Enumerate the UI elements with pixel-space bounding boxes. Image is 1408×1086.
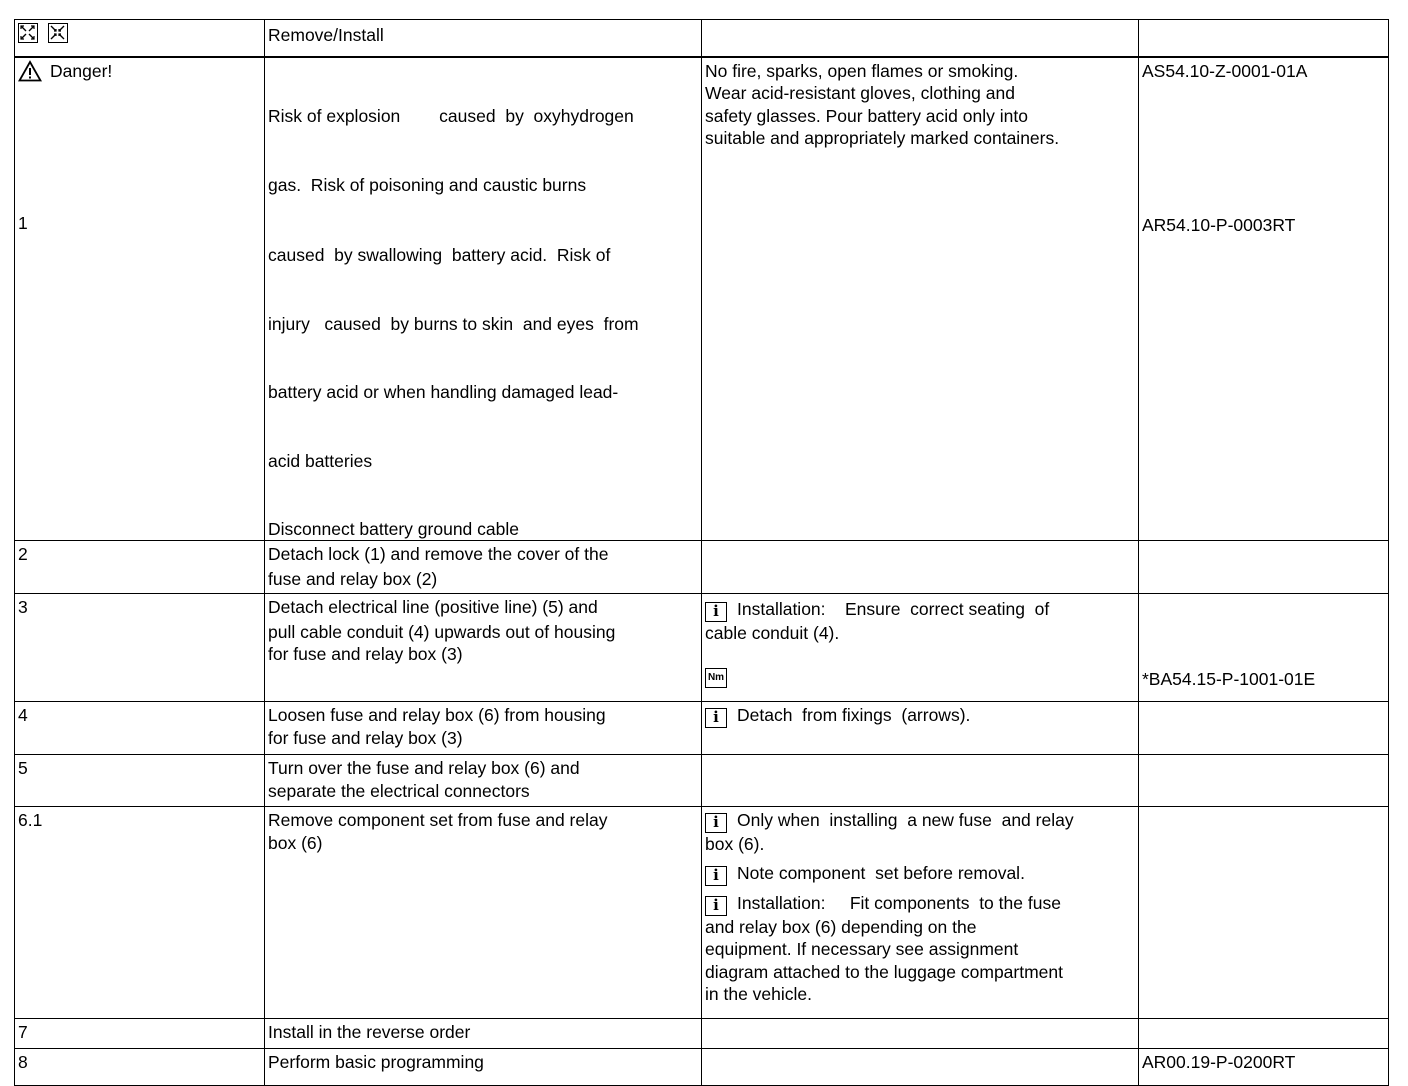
step-row bbox=[15, 755, 1389, 807]
step-number: 2 bbox=[15, 541, 265, 594]
step-action: Turn over the fuse and relay box (6) and separate the electrical connectors bbox=[265, 755, 702, 807]
warning-triangle-icon bbox=[18, 60, 42, 82]
step-row: 4 Loosen fuse and relay box (6) from housing for fuse and relay box (3) i Detach from fixings (arrows). bbox=[15, 702, 1389, 755]
step-number: 1 bbox=[18, 213, 28, 233]
header-title: Remove/Install bbox=[265, 20, 702, 57]
step-number: 5 bbox=[15, 755, 265, 807]
danger-row bbox=[15, 57, 1389, 541]
info-icon: i bbox=[705, 896, 727, 916]
danger-label: Danger! bbox=[50, 60, 113, 81]
info-icon: i bbox=[705, 602, 727, 622]
step-row bbox=[15, 1019, 1389, 1049]
step-reference-link[interactable]: AR00.19-P-0200RT bbox=[1139, 1049, 1389, 1086]
step-action: Loosen fuse and relay box (6) from housing for fuse and relay box (3) bbox=[265, 702, 702, 755]
danger-risk-text: Risk of explosion caused by oxyhydrogen gas. Risk of poisoning and caustic burns caused by swallowing battery acid. Risk of injury caused by burns to skin and eyes from battery acid or when handling damaged lead- acid batteries bbox=[268, 105, 639, 471]
step-row bbox=[15, 1049, 1389, 1086]
danger-measures-text: No fire, sparks, open flames or smoking. Wear acid-resistant gloves, clothing and safety glasses. Pour battery acid only into suitable and appropriately marked containers. bbox=[705, 60, 1060, 148]
step-action: Disconnect battery ground cable bbox=[268, 518, 519, 539]
step-row: 3 Detach electrical line (positive line) (5) and pull cable conduit (4) upwards out of housing for fuse and relay box (3) i Installation: Ensure correct seating of cable conduit (4). Nm *BA54.15-P-1001-01E bbox=[15, 594, 1389, 702]
step-number: 6.1 bbox=[15, 807, 265, 1019]
danger-reference-link[interactable]: AS54.10-Z-0001-01A bbox=[1142, 60, 1308, 81]
info-icon: i bbox=[705, 813, 727, 833]
info-icon: i bbox=[705, 866, 727, 886]
remove-install-icon bbox=[18, 23, 38, 43]
step-number: 3 bbox=[15, 594, 265, 702]
step-reference-link[interactable]: AR54.10-P-0003RT bbox=[1142, 215, 1296, 235]
header-icons-cell bbox=[15, 20, 265, 57]
step-number: 4 bbox=[15, 702, 265, 755]
step-reference-link[interactable]: *BA54.15-P-1001-01E bbox=[1142, 669, 1316, 689]
step-number: 8 bbox=[15, 1049, 265, 1086]
step-action: Detach lock (1) and remove the cover of the fuse and relay box (2) bbox=[265, 541, 702, 594]
remove-install-icon bbox=[48, 23, 68, 43]
step-action: Perform basic programming bbox=[265, 1049, 702, 1086]
step-row: 6.1 Remove component set from fuse and relay box (6) i Only when installing a new fuse and relay box (6). i Note component set before removal. i Installation: Fit components to the fuse and relay box (6) depending on the equipment. If necessary see assignment diagram attached to the luggage compartment in the vehicle. bbox=[15, 807, 1389, 1019]
torque-nm-icon[interactable]: Nm bbox=[705, 668, 727, 688]
step-action: Install in the reverse order bbox=[265, 1019, 702, 1049]
header-row bbox=[15, 20, 1389, 57]
step-number: 7 bbox=[15, 1019, 265, 1049]
info-icon: i bbox=[705, 708, 727, 728]
step-action: Detach electrical line (positive line) (5) and pull cable conduit (4) upwards out of housing for fuse and relay box (3) bbox=[265, 594, 702, 702]
procedure-table bbox=[14, 19, 1389, 1086]
step-row bbox=[15, 541, 1389, 594]
step-action: Remove component set from fuse and relay box (6) bbox=[265, 807, 702, 1019]
